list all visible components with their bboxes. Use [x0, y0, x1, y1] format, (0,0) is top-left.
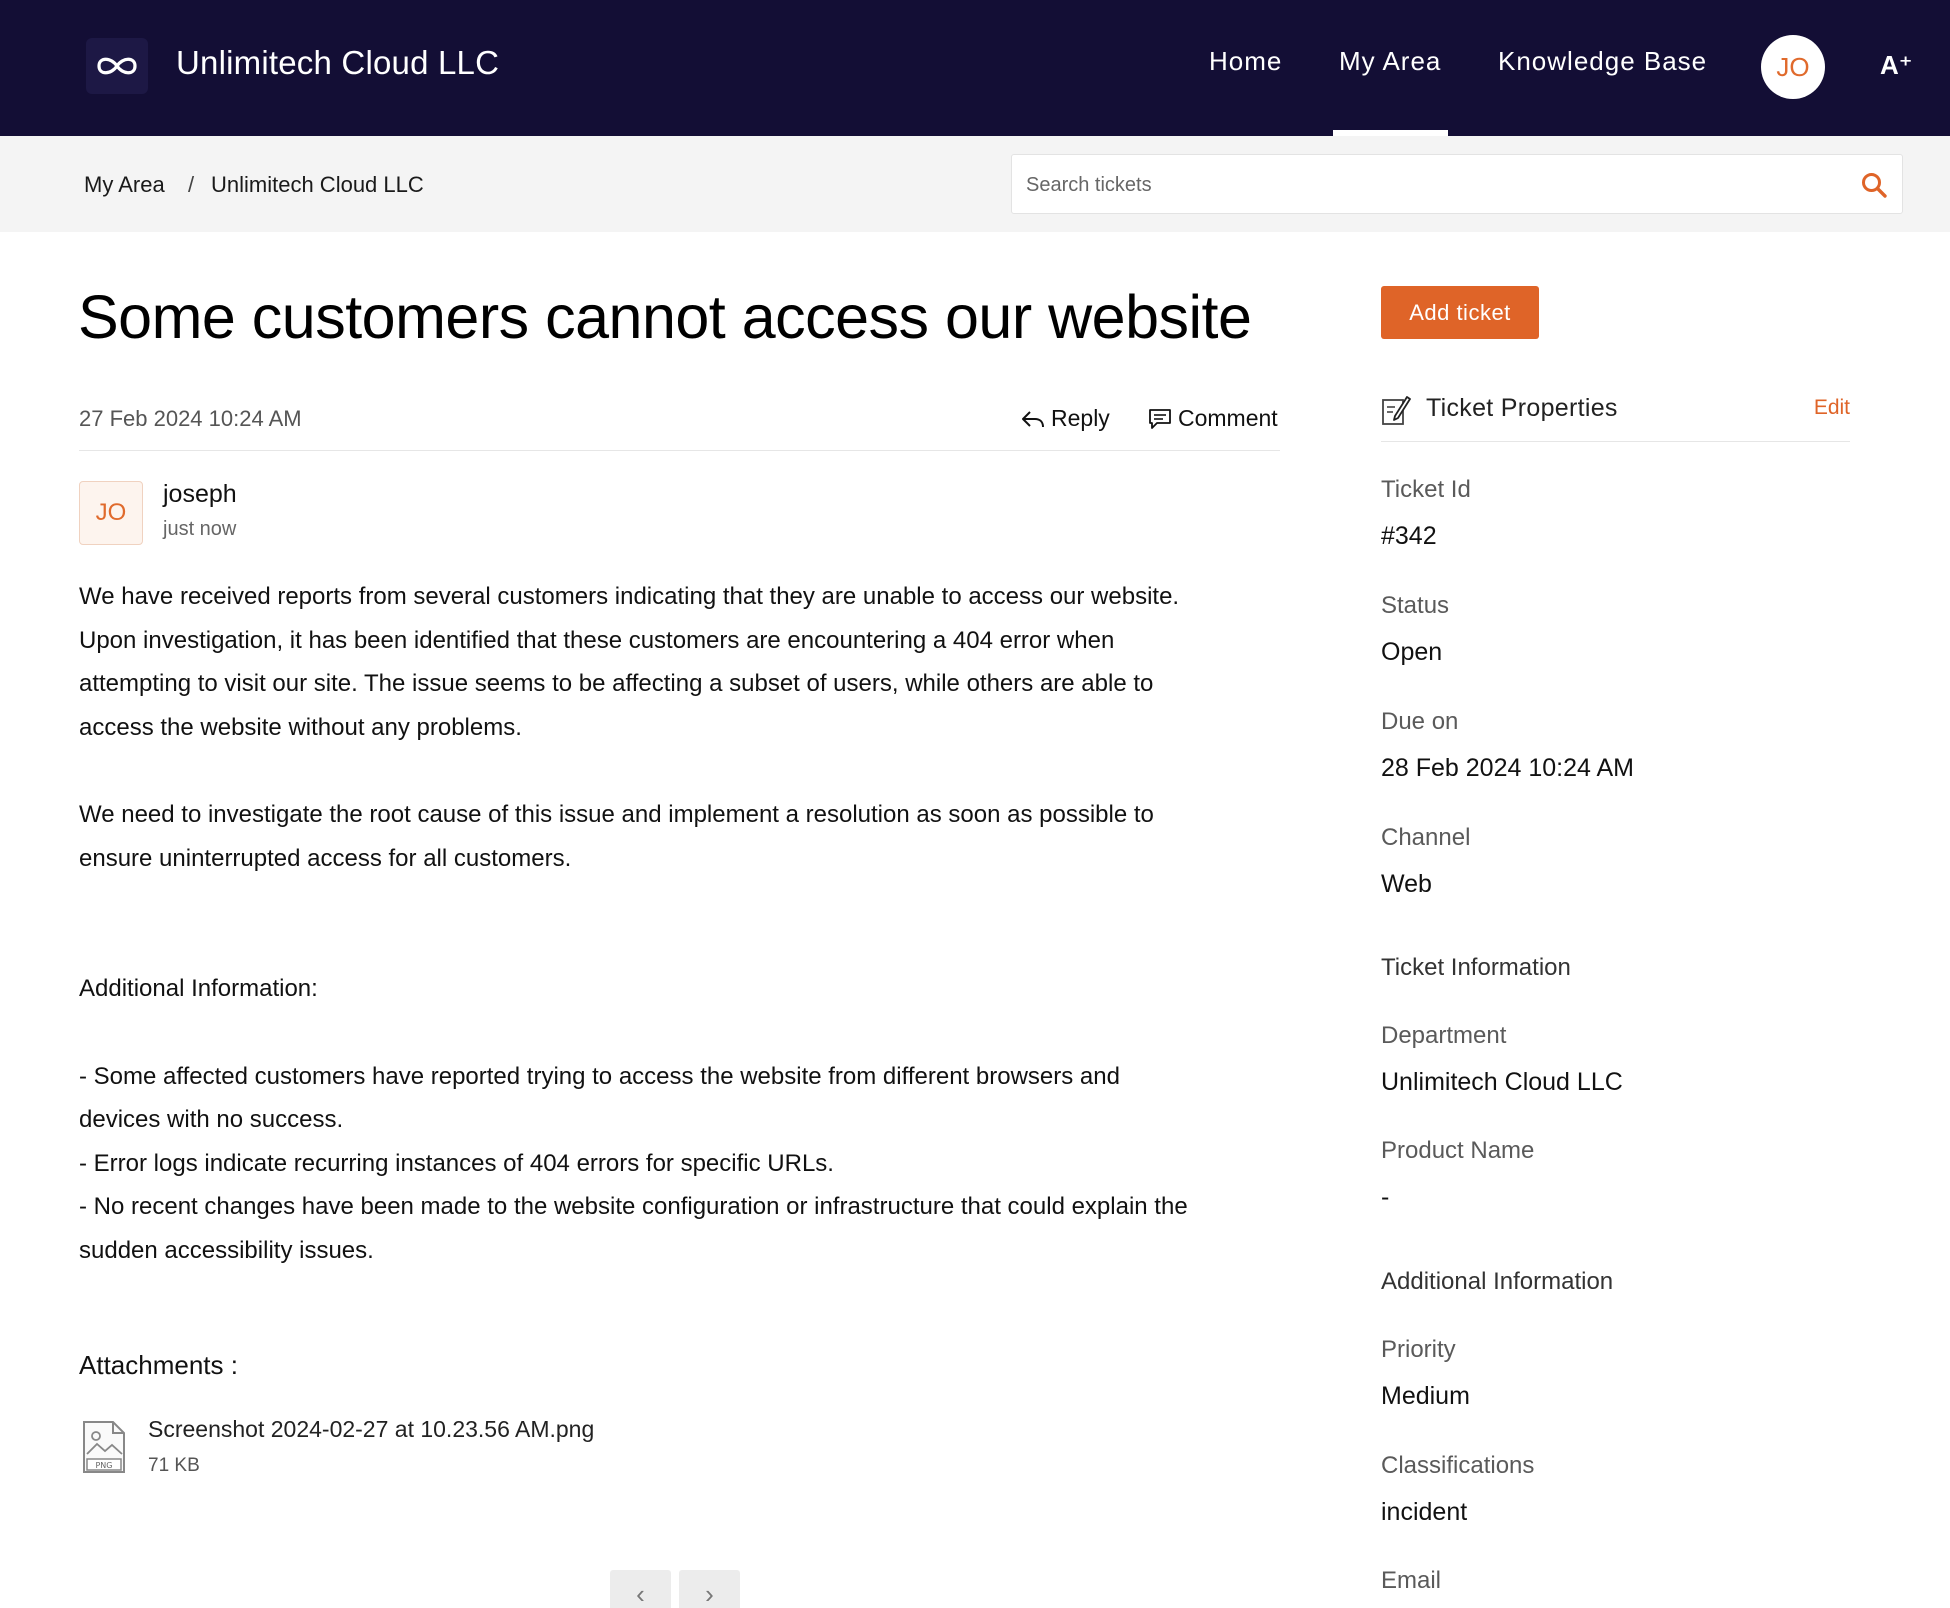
- description-list: - Some affected customers have reported trying to access the website from different browsers and devices with no success. - Error logs indicate recurring instances of 404 errors for specific URLs. - No recent changes have been made to the website configuration or infrastructure that could explain the sudden accessibility issues.: [79, 1062, 1188, 1264]
- product-name-value: -: [1381, 1183, 1390, 1211]
- chevron-left-icon: ‹: [636, 1578, 645, 1608]
- reply-label: Reply: [1051, 405, 1110, 431]
- nav-knowledge-base[interactable]: Knowledge Base: [1498, 46, 1708, 76]
- nav-home[interactable]: Home: [1209, 46, 1283, 76]
- priority-label: Priority: [1381, 1336, 1456, 1363]
- ticket-information-heading: Ticket Information: [1381, 954, 1571, 981]
- add-ticket-button[interactable]: Add ticket: [1381, 286, 1539, 339]
- file-type-label: PNG: [95, 1461, 113, 1470]
- brand-name[interactable]: Unlimitech Cloud LLC: [176, 44, 500, 81]
- attachments-heading: Attachments :: [79, 1350, 238, 1380]
- additional-info-heading: Additional Information:: [79, 975, 318, 1003]
- edit-note-icon: [1381, 394, 1411, 426]
- email-label: Email: [1381, 1567, 1442, 1594]
- additional-information-heading: Additional Information: [1381, 1268, 1614, 1295]
- breadcrumb-separator: /: [188, 172, 195, 197]
- due-on-label: Due on: [1381, 708, 1459, 735]
- channel-value: Web: [1381, 870, 1432, 898]
- comment-bubble-icon: [1148, 408, 1172, 430]
- breadcrumb-my-area[interactable]: My Area: [84, 172, 165, 197]
- search-box: [1011, 154, 1903, 214]
- ticket-date: 27 Feb 2024 10:24 AM: [79, 406, 302, 431]
- author-name: joseph: [163, 480, 237, 508]
- due-on-value: 28 Feb 2024 10:24 AM: [1381, 754, 1634, 782]
- png-file-icon[interactable]: [81, 1420, 127, 1474]
- breadcrumb-bar: [0, 136, 1950, 232]
- product-name-label: Product Name: [1381, 1137, 1535, 1164]
- comment-button[interactable]: [1148, 405, 1278, 432]
- ticket-properties-title: Ticket Properties: [1426, 394, 1618, 422]
- reply-button[interactable]: [1021, 405, 1110, 432]
- user-avatar-button[interactable]: JO: [1761, 35, 1825, 99]
- search-input[interactable]: [1026, 169, 1846, 201]
- breadcrumb-current: Unlimitech Cloud LLC: [211, 172, 424, 197]
- classifications-label: Classifications: [1381, 1452, 1535, 1479]
- author-time: just now: [163, 518, 237, 540]
- ticket-properties-header: [1381, 390, 1850, 442]
- attachment-size: 71 KB: [148, 1455, 200, 1476]
- status-value: Open: [1381, 638, 1443, 666]
- status-label: Status: [1381, 592, 1450, 619]
- ticket-title: Some customers cannot access our website: [78, 283, 1252, 351]
- chevron-right-icon: ›: [705, 1578, 714, 1608]
- classifications-value: incident: [1381, 1498, 1468, 1526]
- attachment-name[interactable]: Screenshot 2024-02-27 at 10.23.56 AM.png: [148, 1416, 595, 1442]
- infinity-icon: [93, 51, 141, 81]
- ticket-id-label: Ticket Id: [1381, 476, 1471, 503]
- next-page-button[interactable]: [679, 1570, 740, 1608]
- department-value: Unlimitech Cloud LLC: [1381, 1068, 1623, 1096]
- previous-page-button[interactable]: [610, 1570, 671, 1608]
- reply-arrow-icon: [1021, 409, 1045, 429]
- company-logo[interactable]: [86, 38, 148, 94]
- edit-properties-link[interactable]: Edit: [1813, 396, 1850, 419]
- channel-label: Channel: [1381, 824, 1471, 851]
- department-label: Department: [1381, 1022, 1507, 1049]
- priority-value: Medium: [1381, 1382, 1470, 1410]
- font-size-icon[interactable]: A⁺: [1880, 50, 1913, 80]
- ticket-description: [79, 575, 1299, 1273]
- divider: [79, 450, 1280, 451]
- search-icon[interactable]: [1860, 171, 1888, 199]
- comment-label: Comment: [1178, 405, 1278, 431]
- description-paragraph: We need to investigate the root cause of this issue and implement a resolution as soon as possible to ensure uninterrupted access for all customers.: [79, 800, 1154, 872]
- description-paragraph: We have received reports from several customers indicating that they are unable to access our website. Upon investigation, it has been identified that these customers are encountering a 404 error when attempting to visit our site. The issue seems to be affecting a subset of users, while others are able to access the website without any problems.: [79, 583, 1180, 741]
- author-avatar: JO: [79, 481, 143, 545]
- nav-my-area[interactable]: My Area: [1339, 46, 1442, 76]
- ticket-id-value: #342: [1381, 522, 1437, 550]
- top-navigation-bar: [0, 0, 1950, 136]
